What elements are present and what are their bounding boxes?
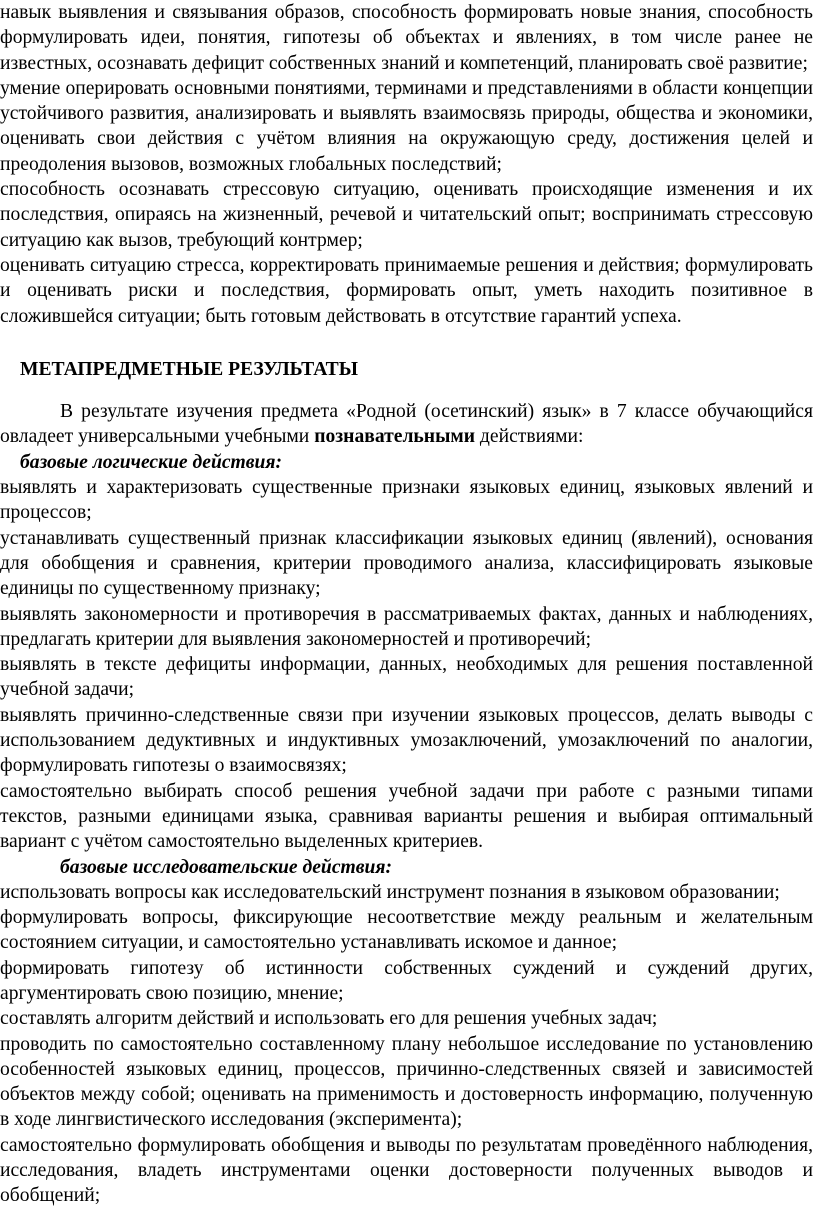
- spacer: [0, 329, 813, 357]
- spacer: [0, 382, 813, 399]
- list-item: формулировать вопросы, фиксирующие несоответствие между реальным и желательным состоянием ситуации, и самостоятельно устанавливать искомое и данное;: [0, 907, 813, 954]
- intro-text-before: В результате изучения предмета «Родной (осетинский) язык» в 7 классе обучающийся овладеет универсальными учебными: [0, 401, 813, 448]
- section-heading: МЕТАПРЕДМЕТНЫЕ РЕЗУЛЬТАТЫ: [20, 358, 358, 380]
- list-item: выявлять причинно-следственные связи при изучении языковых процессов, делать выводы с использованием дедуктивных и индуктивных умозаключений, умозаключений по аналогии, формулировать гипотезы о взаимосвязях;: [0, 704, 813, 777]
- list-item: самостоятельно выбирать способ решения учебной задачи при работе с разными типами текстов, разными единицами языка, сравнивая варианты решения и выбирая оптимальный вариант с учётом самостоятельно выделенных критериев.: [0, 780, 813, 853]
- list-item: использовать вопросы как исследовательский инструмент познания в языковом образовании;: [0, 881, 780, 903]
- research-actions-title: базовые исследовательские действия:: [60, 856, 393, 878]
- intro-bold-term: познавательными: [314, 426, 476, 448]
- list-item: выявлять в тексте дефициты информации, данных, необходимых для решения поставленной учебной задачи;: [0, 654, 813, 701]
- list-item: выявлять и характеризовать существенные признаки языковых единиц, языковых явлений и процессов;: [0, 477, 813, 524]
- paragraph-stress-awareness: способность осознавать стрессовую ситуацию, оценивать происходящие изменения и их последствия, опираясь на жизненный, речевой и читательский опыт; воспринимать стрессовую ситуацию как вызов, требующий контрмер;: [0, 179, 813, 251]
- paragraph-stress-evaluation: оценивать ситуацию стресса, корректировать принимаемые решения и действия; формулировать и оценивать риски и последствия, формировать опыт, уметь находить позитивное в сложившейся ситуации; быть готовым действовать в отсутствие гарантий успеха.: [0, 254, 813, 327]
- list-item: самостоятельно формулировать обобщения и выводы по результатам проведённого наблюдения, исследования, владеть инструментами оценки достоверности полученных выводов и обобщений;: [0, 1134, 813, 1207]
- logical-actions-title: базовые логические действия:: [20, 451, 283, 473]
- paragraph-images-knowledge: навык выявления и связывания образов, способность формировать новые знания, способность формулировать идеи, понятия, гипотезы об объектах и явлениях, в том числе ранее не известных, осознавать дефицит собственных знаний и компетенций, планировать своё развитие;: [0, 2, 813, 74]
- list-item: выявлять закономерности и противоречия в рассматриваемых фактах, данных и наблюдениях, предлагать критерии для выявления закономерностей и противоречий;: [0, 603, 813, 650]
- list-item: формировать гипотезу об истинности собственных суждений и суждений других, аргументировать свою позицию, мнение;: [0, 957, 813, 1004]
- list-item: составлять алгоритм действий и использовать его для решения учебных задач;: [0, 1008, 658, 1030]
- intro-text-after: действиями:: [475, 426, 584, 448]
- list-item: устанавливать существенный признак классификации языковых единиц (явлений), основания для обобщения и сравнения, критерии проводимого анализа, классифицировать языковые единицы по существенному признаку;: [0, 527, 813, 600]
- section-intro: [0, 399, 813, 450]
- list-item: проводить по самостоятельно составленному плану небольшое исследование по установлению особенностей языковых единиц, процессов, причинно-следственных связей и зависимостей объектов между собой; оценивать на применимость и достоверность информацию, полученную в ходе лингвистического исследования (эксперимента);: [0, 1033, 813, 1131]
- paragraph-sustainable-development: умение оперировать основными понятиями, терминами и представлениями в области концепции устойчивого развития, анализировать и выявлять взаимосвязь природы, общества и экономики, оценивать свои действия с учётом влияния на окружающую среду, достижения целей и преодоления вызовов, возможных глобальных последствий;: [0, 77, 813, 175]
